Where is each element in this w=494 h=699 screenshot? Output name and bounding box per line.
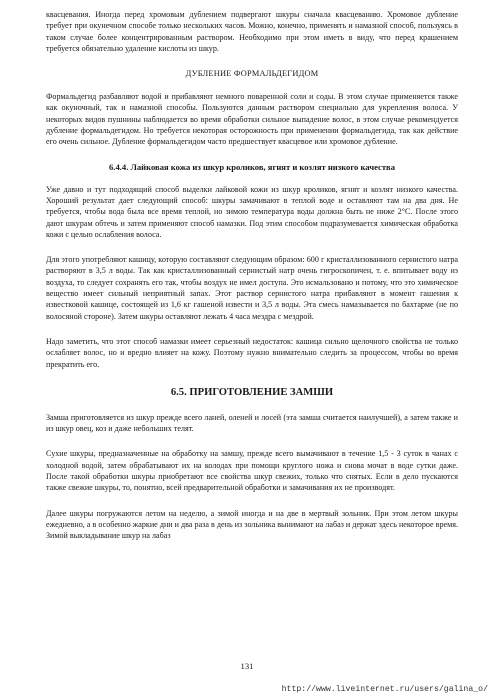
paragraph-paste-recipe: Для этого употребляют кашицу, которую составляют следующим образом: 600 г кристаллизованного сернистого натра растворяют в 3,5 л воды. Так как кристаллизованный сернистый натр очень гигроскопичен, т. е. впитывает воду из воздуха, то следует сохранять его так, чтобы воздух не имел доступа. Это исмальзовано и потому, что это химическое вещество имеет сильный неприятный запах. Этот раствор сернистого натра прибавляют в момент гашения к известковой кашице, состоящей из 1,6 кг гашеной извести и 3,5 л воды. Эта смесь намазывается по бахтарме (не по волосяной стороне). Затем шкуры оставляют лежать 4 часа мездра с мездрой. bbox=[46, 255, 458, 321]
paragraph-dry-skins: Сухие шкуры, предназначенные на обработку на замшу, прежде всего вымачивают в течение 1,5 - 3 суток в чанах с холодной водой, затем обрабатывают их на колодах при помощи круглого ножа и снова мочат в воде сутки даже. После такой обработки шкуры приобретают все свойства шкур свежих, только что снятых. Если в дело пускаются также свежие шкуры, то, понятно, всей предварительной обработки и замачивания их не производят. bbox=[46, 449, 458, 493]
heading-section-6-5: 6.5. ПРИГОТОВЛЕНИЕ ЗАМШИ bbox=[170, 386, 334, 398]
heading-section-6-4-4: 6.4.4. Лайковая кожа из шкур кроликов, ягнят и козлят низкого качества bbox=[109, 161, 395, 172]
source-watermark: http://www.liveinternet.ru/users/galina_o/ bbox=[281, 685, 488, 694]
paragraph-tanning-end: квасцевания. Иногда перед хромовым дублением подвергают шкуры сначала квасцеванию. Хромовое дубление требует при окунечном способе только нескольких часов. Можно, конечно, применять и намазной способ, пользуясь в таком случае более концентрированным раствором. Необходимо при этом иметь в виду, что перед крашением требуется обязательно удаление кислоты из шкур. bbox=[46, 10, 458, 53]
paragraph-formaldehyde: Формальдегид разбавляют водой и прибавляют немного поваренной соли и соды. В этом случае применяется также как окуночный, так и намазной способы. Пользуются данным раствором специально для укрепления волоса. У некоторых видов пушнины наблюдается во время обработки сильное выпадение волос, в этом случае рекомендуется дубление формальдегидом. Но требуется некоторая осторожность при применении формальдегида, так как действие его очень сильное. Дубление формальдегидом часто предшествует квасцевое или хромовое дубление. bbox=[46, 92, 458, 147]
heading-formaldehyde-tanning: ДУБЛЕНИЕ ФОРМАЛЬДЕГИДОМ bbox=[185, 69, 319, 79]
page-number: 131 bbox=[240, 661, 254, 671]
paragraph-kid-leather-method: Уже давно и тут подходящий способ выделки лайковой кожи из шкур кроликов, ягнят и козлят низкого качества. Хороший результат дает следующий способ: шкуры замачивают в теплой воде и оставляют там на два дня. Не требуется, чтобы вода была все время теплой, но зимою температура воды должна быть не ниже 2°С. После этого дают шкурам обтечь и затем применяют способ намазки. Под этим способом подразумевается химическая обработка кожи с целью ослабления волоса. bbox=[46, 184, 458, 239]
paragraph-liming: Далее шкуры погружаются летом на неделю, а зимой иногда и на две в мертвый зольник. При этом летом шкуры ежедневно, а в особенно жаркие дни и два раза в день из зольника вынимают на лабаз и держат здесь некоторое время. Зимой выкладывание шкур на лабаз bbox=[46, 508, 458, 541]
paragraph-suede-sources: Замша приготовляется из шкур прежде всего ланей, оленей и лосей (эта замша считается наилучшей), а затем также и из шкур овец, коз и даже небольших телят. bbox=[46, 412, 458, 434]
paragraph-method-drawback: Надо заметить, что этот способ намазки имеет серьезный недостаток: кашица сильно щелочного свойства не только ослабляет волос, но и вредно влияет на кожу. Поэтому нужно внимательно следить за процессом, чтобы во время прекратить его. bbox=[46, 336, 458, 369]
